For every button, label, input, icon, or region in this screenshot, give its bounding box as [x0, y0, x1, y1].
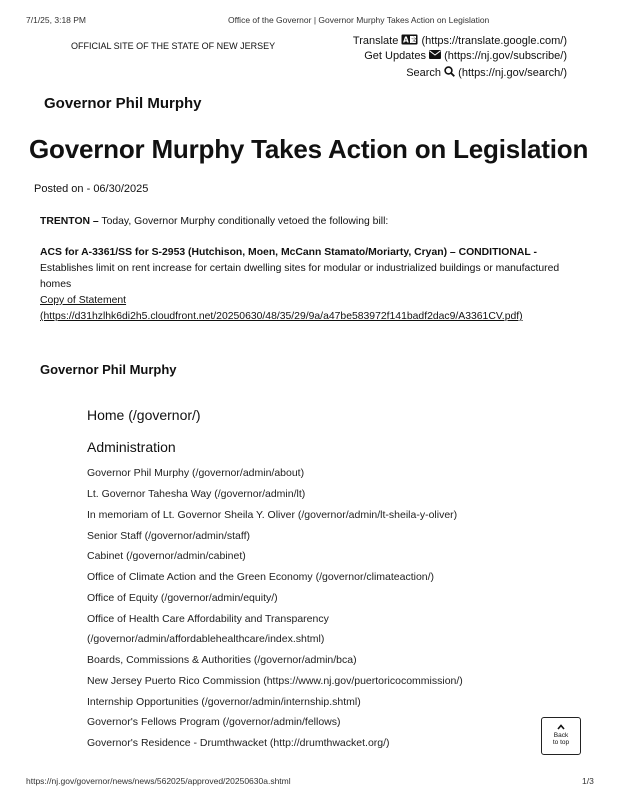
nav-item[interactable]: Boards, Commissions & Authorities (/governor/admin/bca) — [87, 654, 357, 666]
bill-description: Establishes limit on rent increase for certain dwelling sites for modular or industrialized buildings or manufactured homes — [40, 263, 560, 290]
footer-brand[interactable]: Governor Phil Murphy — [40, 362, 177, 377]
statement-link-url[interactable]: (https://d31hzlhk6di2h5.cloudfront.net/20250630/48/35/29/9a/a47be583972f141badf2dac9/A3361CV.pdf) — [40, 311, 523, 322]
search-url: (https://nj.gov/search/) — [458, 66, 567, 79]
svg-text:A: A — [403, 35, 410, 45]
chevron-up-icon — [557, 725, 565, 732]
posted-date: Posted on - 06/30/2025 — [34, 183, 149, 195]
official-site-label: OFFICIAL SITE OF THE STATE OF NEW JERSEY — [71, 41, 276, 51]
svg-text:文: 文 — [411, 37, 418, 44]
site-brand[interactable]: Governor Phil Murphy — [44, 95, 202, 112]
search-label: Search — [406, 66, 442, 79]
bill-title: ACS for A-3361/SS for S-2953 (Hutchison, Moen, McCann Stamato/Moriarty, Cryan) – CONDITIONAL - — [40, 247, 537, 258]
search-link[interactable] — [406, 66, 567, 80]
nav-home-link[interactable]: Home (/governor/) — [87, 407, 201, 423]
translate-link[interactable] — [353, 34, 567, 48]
nav-item[interactable]: Office of Equity (/governor/admin/equity/) — [87, 592, 278, 604]
nav-item[interactable]: Governor's Residence - Drumthwacket (http://drumthwacket.org/) — [87, 737, 390, 749]
nav-administration-heading[interactable]: Administration — [87, 439, 176, 455]
search-icon — [444, 66, 455, 80]
nav-item[interactable]: Office of Health Care Affordability and Transparency — [87, 613, 329, 625]
nav-item[interactable]: Lt. Governor Tahesha Way (/governor/admin/lt) — [87, 488, 306, 500]
nav-item[interactable]: (/governor/admin/affordablehealthcare/index.shtml) — [87, 633, 325, 645]
translate-url: (https://translate.google.com/) — [421, 34, 567, 47]
envelope-icon — [429, 50, 441, 62]
statement-paragraph — [40, 293, 580, 325]
updates-url: (https://nj.gov/subscribe/) — [444, 50, 567, 62]
nav-item[interactable]: Cabinet (/governor/admin/cabinet) — [87, 550, 246, 562]
back-to-top-button[interactable] — [541, 717, 581, 755]
nav-item[interactable]: In memoriam of Lt. Governor Sheila Y. Oliver (/governor/admin/lt-sheila-y-oliver) — [87, 509, 458, 521]
nav-item[interactable]: Governor's Fellows Program (/governor/admin/fellows) — [87, 716, 341, 728]
translate-icon — [401, 34, 418, 48]
nav-item[interactable]: Senior Staff (/governor/admin/staff) — [87, 530, 251, 542]
nav-item[interactable]: Office of Climate Action and the Green Economy (/governor/climateaction/) — [87, 571, 435, 583]
print-url: https://nj.gov/governor/news/news/562025/approved/20250630a.shtml — [26, 776, 291, 786]
dateline: TRENTON – — [40, 216, 99, 227]
nav-item[interactable]: New Jersey Puerto Rico Commission (https://www.nj.gov/puertoricocommission/) — [87, 675, 463, 687]
back-to-top-line1: Back — [553, 732, 569, 739]
print-datetime: 7/1/25, 3:18 PM — [26, 15, 87, 25]
bill-paragraph — [40, 245, 580, 293]
nav-item[interactable]: Governor Phil Murphy (/governor/admin/about) — [87, 467, 305, 479]
translate-label: Translate — [352, 34, 399, 47]
get-updates-link[interactable] — [364, 50, 567, 62]
updates-label: Get Updates — [364, 50, 426, 62]
nav-item[interactable]: Internship Opportunities (/governor/admin/internship.shtml) — [87, 696, 361, 708]
statement-link-label[interactable]: Copy of Statement — [40, 295, 127, 306]
page-title: Governor Murphy Takes Action on Legislation — [29, 134, 589, 164]
back-to-top-line2: to top — [552, 739, 570, 746]
intro-paragraph — [40, 214, 580, 230]
print-page-number: 1/3 — [582, 776, 594, 786]
print-doc-title: Office of the Governor | Governor Murphy Takes Action on Legislation — [228, 15, 490, 25]
intro-text: Today, Governor Murphy conditionally vetoed the following bill: — [98, 216, 389, 227]
